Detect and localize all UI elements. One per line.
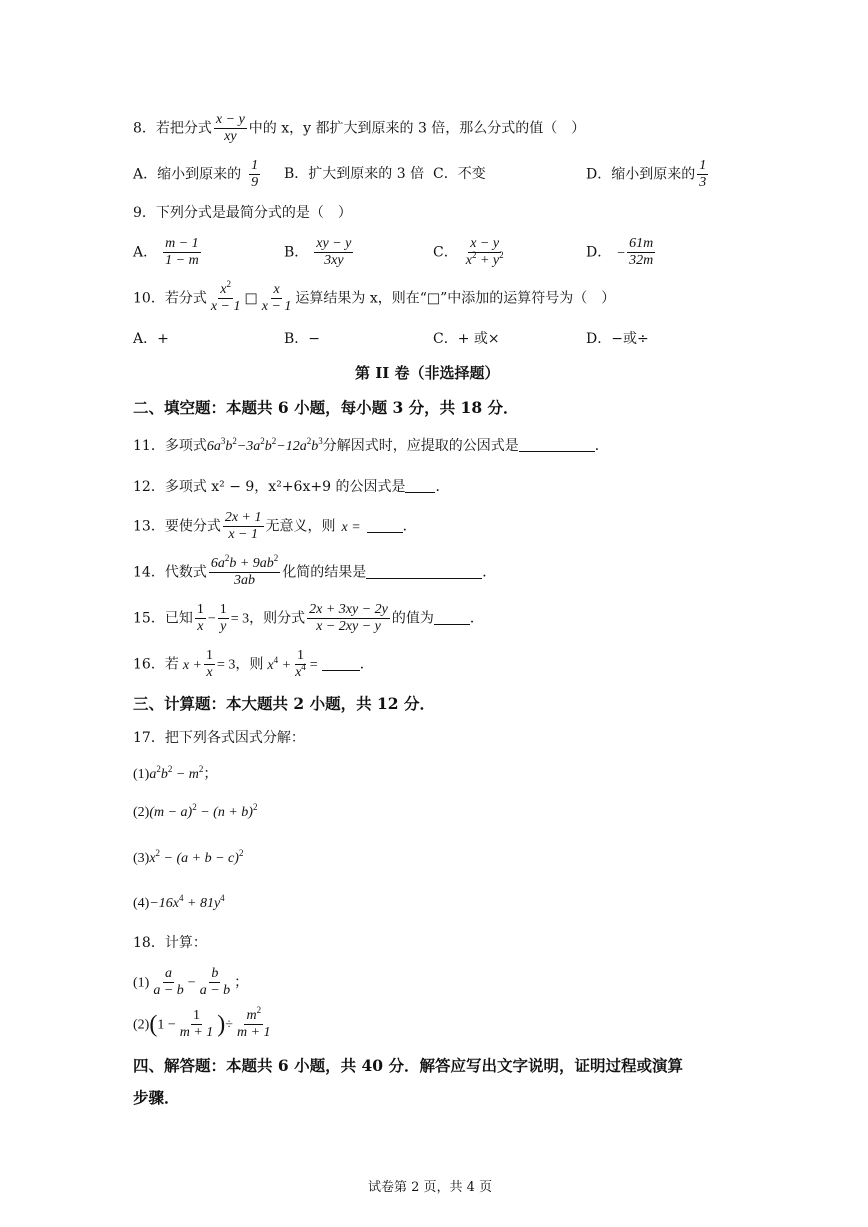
q11-expression: $6a^3b^2-3a^2b^2-12a^2b^3$ — [206, 436, 323, 454]
q8-option-d: D．缩小到原来的 $\frac{1}{3}$ — [586, 158, 707, 191]
q18-part-2: (2)(1 − $\frac{1}{m + 1}$ )÷ $\frac{m^2}{m + 1}$ — [133, 1005, 271, 1041]
q9-b-fraction: $\frac{xy - y}{3xy}$ — [316, 236, 352, 269]
question-10: 10．若分式 $\frac{x^2}{x - 1}$ □ $\frac{x}{x - 1}$ 运算结果为 x，则在“□”中添加的运算符号为（ ） — [133, 279, 616, 315]
question-13: 13．要使分式 $\frac{2x + 1}{x - 1}$ 无意义，则 x = ． — [133, 510, 417, 543]
q15-fraction-1: $\frac{1}{x}$ — [196, 602, 204, 635]
q15-fraction-2: $\frac{1}{y}$ — [219, 602, 227, 635]
q8-d-fraction: $\frac{1}{3}$ — [699, 158, 707, 191]
q8-fraction: $\frac{x - y}{xy}$ — [215, 112, 245, 145]
q10-option-c: C．+ 或× — [433, 331, 500, 347]
q9-option-d: D． − $\frac{61m}{32m}$ — [586, 236, 654, 269]
q16-fraction-2: $\frac{1}{x^4}$ — [295, 648, 306, 681]
q10-fraction-1: $\frac{x^2}{x - 1}$ — [210, 279, 241, 315]
part-4-heading-line-1: 四、解答题：本题共 6 小题，共 40 分．解答应写出文字说明，证明过程或演算 — [133, 1056, 683, 1075]
part-3-heading: 三、计算题：本大题共 2 小题，共 12 分． — [133, 694, 435, 713]
q18-p2-fraction-2: $\frac{m^2}{m + 1}$ — [236, 1005, 271, 1041]
q9-option-a: A． $\frac{m - 1}{1 - m}$ — [133, 236, 199, 269]
question-12: 12．多项式 x² − 9，x²+6x+9 的公因式是 ． — [133, 479, 450, 495]
q18-p1-fraction-1: $\frac{a}{a - b}$ — [153, 966, 184, 999]
q16-fraction-1: $\frac{1}{x}$ — [206, 648, 213, 681]
q13-fraction: $\frac{2x + 1}{x - 1}$ — [224, 510, 262, 543]
q13-answer-blank[interactable] — [367, 520, 403, 533]
q12-answer-blank[interactable] — [405, 480, 435, 493]
q10-option-b: B．− — [284, 331, 321, 347]
q18-p1-fraction-2: $\frac{b}{a - b}$ — [199, 966, 231, 999]
question-9: 9．下列分式是最简分式的是（ ） — [133, 205, 352, 221]
q17-part-3: $(3)x^2 - (a + b - c)^2$ — [133, 848, 244, 866]
part-2-heading: 二、填空题：本题共 6 小题，每小题 3 分，共 18 分． — [133, 398, 519, 417]
q18-p2-fraction-1: $\frac{1}{m + 1}$ — [179, 1008, 214, 1041]
q9-d-fraction: $\frac{61m}{32m}$ — [629, 236, 654, 269]
question-11: 11．多项式$6a^3b^2-3a^2b^2-12a^2b^3$分解因式时，应提取的公因式是 ． — [133, 436, 609, 454]
q15-fraction-3: $\frac{2x + 3xy - 2y}{x - 2xy - y}$ — [309, 602, 388, 635]
q17-part-1: $(1)a^2b^2 - m^2$； — [133, 764, 218, 782]
q10-option-a: A．+ — [133, 331, 169, 347]
page-footer: 试卷第 2 页，共 4 页 — [368, 1180, 493, 1195]
q18-part-1: (1) $\frac{a}{a - b}$ − $\frac{b}{a - b}$ ； — [133, 966, 249, 999]
question-17: 17．把下列各式因式分解： — [133, 730, 305, 746]
q9-option-b: B． $\frac{xy - y}{3xy}$ — [284, 236, 352, 269]
q14-answer-blank[interactable] — [366, 566, 482, 579]
q9-a-fraction: $\frac{m - 1}{1 - m}$ — [165, 236, 199, 269]
q10-fraction-2: $\frac{x}{x - 1}$ — [261, 282, 292, 315]
q8-option-a: A．缩小到原来的 $\frac{1}{9}$ — [133, 158, 259, 191]
q8-suffix: 中的 x，y 都扩大到原来的 3 倍，那么分式的值（ ） — [248, 120, 586, 137]
q14-fraction: $\frac{6a^2b + 9ab^2}{3ab}$ — [210, 553, 279, 589]
q17-part-4: $(4)-16x^4 + 81y^4$ — [133, 893, 225, 911]
q8-option-b: B．扩大到原来的 3 倍 — [284, 166, 425, 182]
section-2-title: 第 II 卷（非选择题） — [355, 364, 500, 382]
q9-c-fraction: $\frac{x - y}{x^2 + y^2}$ — [465, 236, 504, 269]
question-15: 15．已知 $\frac{1}{x}$ − $\frac{1}{y}$ = 3，则分式 $\frac{2x + 3xy - 2y}{x - 2xy - y}$ 的值为 ． — [133, 602, 484, 635]
question-16: 16．若 x + $\frac{1}{x}$ = 3，则 $x^4$ + $\frac{1}{x^4}$ = ． — [133, 648, 374, 681]
q8-prefix: 8．若把分式 — [133, 120, 212, 137]
q11-answer-blank[interactable] — [519, 439, 595, 452]
question-8 — [133, 112, 585, 145]
q8-a-fraction: $\frac{1}{9}$ — [251, 158, 259, 191]
q16-answer-blank[interactable] — [322, 658, 360, 671]
q10-option-d: D．−或÷ — [586, 331, 649, 347]
q10-box: □ — [244, 290, 258, 307]
q8-option-c: C．不变 — [433, 166, 486, 182]
question-18: 18．计算： — [133, 935, 207, 951]
q17-part-2: $(2)(m - a)^2 - (n + b)^2$ — [133, 802, 258, 820]
q9-option-c: C． $\frac{x - y}{x^2 + y^2}$ — [433, 236, 504, 269]
part-4-heading-line-2: 步骤． — [133, 1088, 180, 1107]
q15-answer-blank[interactable] — [434, 612, 470, 625]
question-14: 14．代数式 $\frac{6a^2b + 9ab^2}{3ab}$ 化简的结果是 ． — [133, 553, 497, 589]
